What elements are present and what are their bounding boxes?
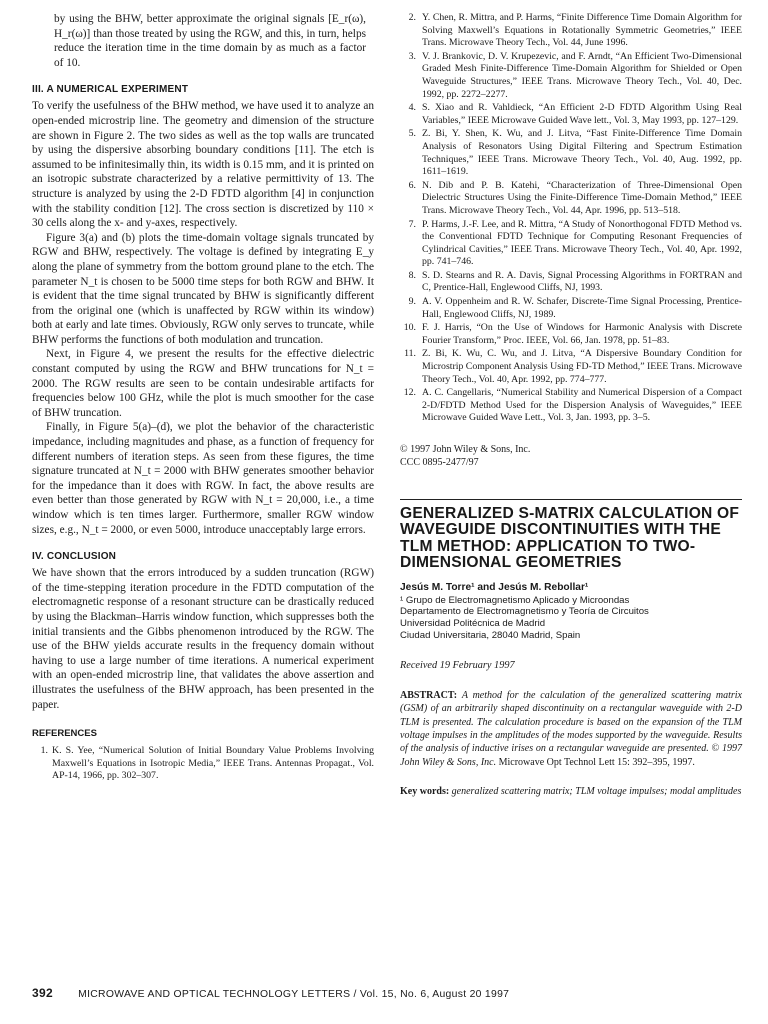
page-footer: [32, 986, 732, 1000]
abstract-label: ABSTRACT:: [400, 689, 458, 701]
reference-number: 8.: [408, 269, 416, 281]
reference-item: [400, 102, 742, 127]
keywords-text: generalized scattering matrix; TLM voltage impulses; modal amplitudes: [451, 786, 742, 798]
reference-item: [400, 219, 742, 269]
reference-list: [32, 745, 374, 783]
journal-citation: MICROWAVE AND OPTICAL TECHNOLOGY LETTERS / Vol. 15, No. 6, August 20 1997: [78, 989, 510, 1000]
reference-text: Y. Chen, R. Mittra, and P. Harms, “Finite Difference Time Domain Algorithm for Solving Maxwell’s Equations in Rotationally Symmetric Geometries,” IEEE Trans. Microwave Theory Tech., Vol. 44, June 1996.: [422, 12, 742, 49]
reference-text: S. D. Stearns and R. A. Davis, Signal Processing Algorithms in FORTRAN and C, Prentice-Hall, Englewood Cliffs, NJ, 1993.: [422, 269, 742, 294]
reference-number: 11.: [404, 348, 416, 360]
reference-item: [400, 387, 742, 425]
received-date: Received 19 February 1997: [400, 659, 515, 671]
affiliation-line: ¹ Grupo de Electromagnetismo Aplicado y Microondas: [400, 594, 630, 606]
reference-number: 4.: [408, 102, 416, 114]
page-number: 392: [32, 986, 53, 1000]
article-divider: [400, 499, 742, 500]
reference-item: [400, 322, 742, 347]
references-heading: REFERENCES: [32, 728, 97, 740]
reference-number: 3.: [408, 50, 416, 62]
ccc-code: CCC 0895-2477/97: [400, 457, 479, 468]
reference-text: Z. Bi, K. Wu, C. Wu, and J. Litva, “A Dispersive Boundary Condition for Microstrip Component Analysis Using FD-TD Method,” IEEE Trans. Microwave Theory Tech., Vol. 40, Apr. 1992, pp. 774–777.: [422, 348, 743, 385]
abstract-text: A method for the calculation of the generalized scattering matrix (GSM) of an arbitrarily shaped discontinuity on a rectangular waveguide with 2-D TLM is presented. The calculation procedure is based on the expansion of the TLM voltage impulses in the amplitudes of the modes supported by the waveguide. Results of the analysis of inductive irises on a rectangular waveguide are presented. © 1997 John Wiley & Sons, Inc.: [400, 689, 742, 768]
reference-text: F. J. Harris, “On the Use of Windows for Harmonic Analysis with Discrete Fourier Transform,” Proc. IEEE, Vol. 66, Jan. 1978, pp. 51–83.: [422, 322, 742, 346]
reference-number: 12.: [403, 387, 416, 399]
reference-text: P. Harms, J.-F. Lee, and R. Mittra, “A Study of Nonorthogonal FDTD Method vs. the Conventional FDTD Technique for Computing Resonant Frequencies of Cylindrical Cavities,” IEEE Trans. Microwave Theory Tech., Vol. 40, Apr. 1992, pp. 741–746.: [422, 218, 742, 268]
affiliation-line: Departamento de Electromagnetismo y Teoría de Circuitos: [400, 606, 649, 618]
keywords: [400, 785, 742, 798]
reference-item: [400, 12, 742, 50]
reference-item: [400, 51, 742, 101]
right-column: [400, 12, 742, 799]
paragraph: Figure 3(a) and (b) plots the time-domain voltage signals truncated by RGW and BHW, respectively. The voltage is defined by integrating E_y along the plane of symmetry from the bottom ground plane to the etch. The parameter N_t is chosen to be 5000 time steps for both RGW and BHW. It is evident that the time signal truncated by BHW is significantly different from the original one (which is unaffected by RGW within its window) both at early and late times. Obviously, RGW only serves to truncate, while BHW performs the functions of both modulation and truncation.: [32, 231, 374, 346]
reference-number: 9.: [408, 296, 416, 308]
reference-number: 6.: [408, 179, 416, 191]
abstract-citation: Microwave Opt Technol Lett 15: 392–395, 1997.: [498, 756, 695, 768]
paragraph: Finally, in Figure 5(a)–(d), we plot the behavior of the characteristic impedance, including magnitudes and phase, as a function of frequency for different numbers of iteration steps. As seen from these figures, the time signature truncated at N_t = 2000 with BHW generates smoother behavior for the impedance than it does with RGW. In fact, the above results are even better than those generated by RGW with N_t = 20,000, i.e., a time window which is ten times larger. Furthermore, smaller RGW window sizes, e.g., N_t = 2000, or even 5000, introduce unacceptably large errors.: [32, 421, 374, 536]
reference-item: [32, 745, 374, 783]
affiliation-line: Universidad Politécnica de Madrid: [400, 618, 546, 630]
paragraph: We have shown that the errors introduced by a sudden truncation (RGW) of the time-stepping iteration procedure in the FDTD computation of the electromagnetic response of a resonant structure can be drastically reduced by using the Blackman–Harris window function, which suppresses both the initial transients and the Gibbs phenomenon introduced by the RGW. The use of the BHW yields accurate results in the frequency domain without having to use a large number of time iterations. A numerical experiment with an open-ended microstrip line, that validates the above assertion and illustrates the usefulness of the BHW approach, has been presented in the paper.: [32, 567, 374, 711]
reference-number: 7.: [408, 218, 416, 230]
affiliation-line: Ciudad Universitaria, 28040 Madrid, Spain: [400, 630, 581, 642]
reference-item: [400, 180, 742, 218]
author-affiliation: [400, 595, 742, 642]
article-title: GENERALIZED S-MATRIX CALCULATION OF WAVEGUIDE DISCONTINUITIES WITH THE TLM METHOD: APPLICATION TO TWO-DIMENSIONAL GEOMETRIES: [400, 505, 740, 572]
reference-text: A. V. Oppenheim and R. W. Schafer, Discrete-Time Signal Processing, Prentice-Hall, Englewood Cliffs, NJ, 1989.: [422, 296, 742, 320]
intro-paragraph: by using the BHW, better approximate the original signals [E_r(ω), H_r(ω)] than those treated by using the RGW, and this, in turn, helps reduce the iteration time in the time domain by as much as a factor of 10.: [54, 13, 366, 69]
article-authors: Jesús M. Torre¹ and Jesús M. Rebollar¹: [400, 581, 589, 593]
reference-text: N. Dib and P. B. Katehi, “Characterization of Three-Dimensional Open Dielectric Structures Using the Finite-Difference Time-Domain Method,” IEEE Trans. Microwave Theory Tech., Vol. 44, Apr. 1996, pp. 513–518.: [422, 179, 742, 216]
reference-item: [400, 348, 742, 386]
reference-text: K. S. Yee, “Numerical Solution of Initial Boundary Value Problems Involving Maxwell’s Equations in Isotropic Media,” IEEE Trans. Antennas Propagat., Vol. AP-14, 1966, pp. 302–307.: [52, 745, 374, 782]
section-heading-conclusion: IV. CONCLUSION: [32, 551, 117, 563]
left-column: [32, 12, 374, 784]
paragraph: To verify the usefulness of the BHW method, we have used it to analyze an open-ended microstrip line. The geometry and dimension of the structure are shown in Figure 2. The two sides as well as the top walls are truncated by using the dispersive absorbing boundary conditions [11]. The etch is assumed to be infinitesimally thin, its width is 0.15 mm, and it is printed on an isotropic substrate characterized by a relative permittivity of 13. The structure is analyzed by using the 2-D FDTD algorithm [4] in conjunction with the stability condition [12]. The cross section is discretized by 110 × 30 cells along the x- and y-axes, respectively.: [32, 100, 374, 230]
section-heading-numerical-experiment: III. A NUMERICAL EXPERIMENT: [32, 84, 189, 96]
abstract: [400, 689, 742, 769]
reference-text: S. Xiao and R. Vahldieck, “An Efficient 2-D FDTD Algorithm Using Real Variables,” IEEE Microwave Guided Wave lett., Vol. 3, May 1993, pp. 127–129.: [422, 102, 742, 126]
reference-list: [400, 12, 742, 425]
reference-number: 10.: [403, 322, 416, 334]
copyright-block: [400, 443, 742, 469]
reference-item: [400, 296, 742, 321]
reference-text: Z. Bi, Y. Shen, K. Wu, and J. Litva, “Fast Finite-Difference Time Domain Analysis of Resonators Using Digital Filtering and Spectrum Estimation Techniques,” IEEE Trans. Microwave Theory Tech., Vol. 40, Aug. 1992, pp. 1611–1619.: [422, 128, 742, 178]
reference-number: 2.: [408, 12, 416, 23]
reference-item: [400, 270, 742, 295]
reference-text: A. C. Cangellaris, “Numerical Stability and Numerical Dispersion of a Compact 2-D/FDTD Method Used for the Dispersion Analysis of Waveguides,” IEEE Microwave Guided Wave Lett., Vol. 3, Jan. 1993, pp. 3–5.: [422, 387, 742, 424]
reference-text: V. J. Brankovic, D. V. Krupezevic, and F. Arndt, “An Efficient Two-Dimensional Graded Mesh Finite-Difference Time-Domain Algorithm for Shielded or Open Waveguide Structures,” IEEE Trans. Microwave Theory Tech., Vol. 40, Dec. 1992, pp. 2272–2277.: [422, 50, 742, 100]
copyright-line: © 1997 John Wiley & Sons, Inc.: [400, 444, 531, 455]
paragraph: Next, in Figure 4, we present the results for the effective dielectric constant computed by using the RGW and BHW truncations for N_t = 2000. The RGW results are seen to be contain undesirable artifacts for frequencies below 100 GHz, while the plot is much smoother for the case of BHW truncation.: [32, 348, 374, 419]
reference-item: [400, 128, 742, 178]
keywords-label: Key words:: [400, 786, 450, 798]
reference-number: 1.: [40, 745, 48, 757]
reference-number: 5.: [408, 128, 416, 140]
